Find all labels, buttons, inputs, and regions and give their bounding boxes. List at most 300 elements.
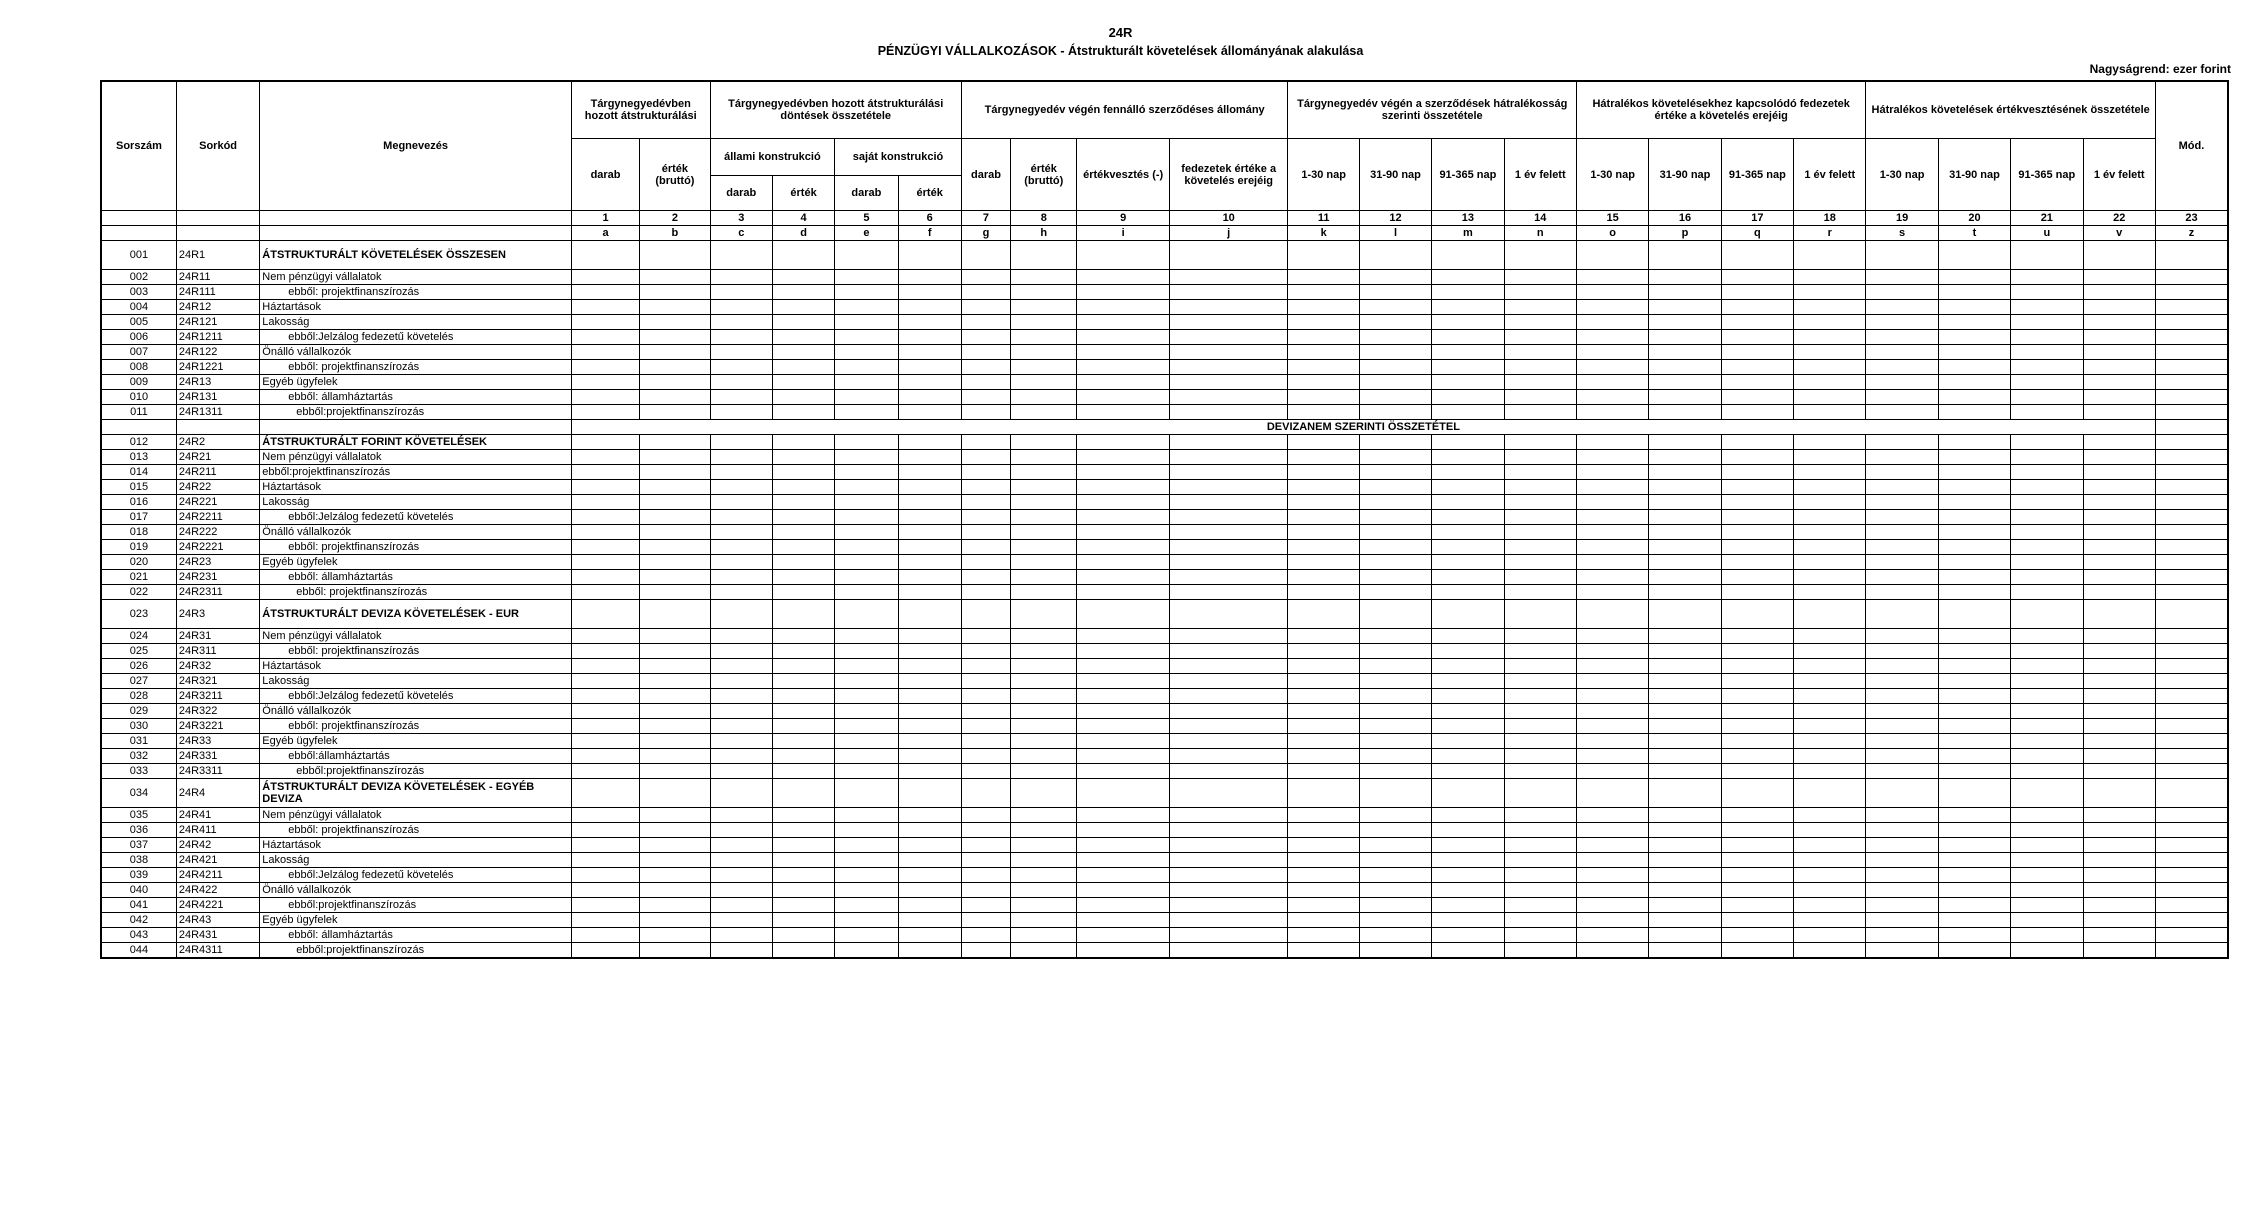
value-cell[interactable]: [835, 704, 898, 719]
value-cell[interactable]: [1576, 495, 1648, 510]
value-cell[interactable]: [710, 808, 772, 823]
value-cell[interactable]: [1649, 285, 1721, 300]
value-cell[interactable]: [1011, 555, 1077, 570]
value-cell[interactable]: [2083, 853, 2155, 868]
value-cell[interactable]: [1721, 241, 1793, 270]
value-cell[interactable]: [1077, 779, 1169, 808]
value-cell[interactable]: [1721, 270, 1793, 285]
value-cell[interactable]: [2083, 555, 2155, 570]
value-cell[interactable]: [1721, 629, 1793, 644]
value-cell[interactable]: [1721, 719, 1793, 734]
value-cell[interactable]: [1649, 913, 1721, 928]
value-cell[interactable]: [2083, 719, 2155, 734]
value-cell[interactable]: [2083, 315, 2155, 330]
value-cell[interactable]: [835, 241, 898, 270]
value-cell[interactable]: [1169, 360, 1288, 375]
value-cell[interactable]: [1169, 285, 1288, 300]
value-cell[interactable]: [1169, 315, 1288, 330]
value-cell[interactable]: [1794, 285, 1866, 300]
value-cell[interactable]: [2011, 480, 2083, 495]
value-cell[interactable]: [898, 540, 961, 555]
value-cell[interactable]: [2083, 674, 2155, 689]
value-cell[interactable]: [772, 823, 834, 838]
value-cell[interactable]: [571, 853, 639, 868]
value-cell[interactable]: [640, 510, 710, 525]
value-cell[interactable]: [1077, 674, 1169, 689]
value-cell[interactable]: [1649, 241, 1721, 270]
value-cell[interactable]: [1011, 689, 1077, 704]
value-cell[interactable]: [835, 674, 898, 689]
value-cell[interactable]: [961, 600, 1010, 629]
value-cell[interactable]: [710, 390, 772, 405]
value-cell[interactable]: [571, 704, 639, 719]
value-cell[interactable]: [1721, 450, 1793, 465]
value-cell[interactable]: [1938, 659, 2010, 674]
value-cell[interactable]: [1432, 853, 1504, 868]
value-cell[interactable]: [1794, 465, 1866, 480]
value-cell[interactable]: [1866, 913, 1938, 928]
value-cell[interactable]: [2083, 495, 2155, 510]
value-cell[interactable]: [1169, 465, 1288, 480]
value-cell[interactable]: [1011, 943, 1077, 959]
value-cell[interactable]: [835, 734, 898, 749]
value-cell[interactable]: [835, 375, 898, 390]
value-cell[interactable]: [835, 823, 898, 838]
value-cell[interactable]: [2083, 629, 2155, 644]
value-cell[interactable]: [1077, 375, 1169, 390]
value-cell[interactable]: [1866, 838, 1938, 853]
value-cell[interactable]: [1576, 868, 1648, 883]
value-cell[interactable]: [772, 749, 834, 764]
value-cell[interactable]: [2155, 315, 2228, 330]
value-cell[interactable]: [1011, 808, 1077, 823]
value-cell[interactable]: [640, 330, 710, 345]
value-cell[interactable]: [1938, 360, 2010, 375]
value-cell[interactable]: [1504, 300, 1576, 315]
value-cell[interactable]: [1794, 823, 1866, 838]
value-cell[interactable]: [571, 779, 639, 808]
value-cell[interactable]: [1938, 600, 2010, 629]
value-cell[interactable]: [898, 943, 961, 959]
value-cell[interactable]: [1504, 674, 1576, 689]
value-cell[interactable]: [772, 285, 834, 300]
value-cell[interactable]: [1169, 435, 1288, 450]
value-cell[interactable]: [1359, 749, 1431, 764]
value-cell[interactable]: [2011, 390, 2083, 405]
value-cell[interactable]: [898, 704, 961, 719]
value-cell[interactable]: [1077, 435, 1169, 450]
value-cell[interactable]: [772, 360, 834, 375]
value-cell[interactable]: [2011, 450, 2083, 465]
value-cell[interactable]: [1077, 629, 1169, 644]
value-cell[interactable]: [710, 868, 772, 883]
value-cell[interactable]: [961, 270, 1010, 285]
value-cell[interactable]: [571, 585, 639, 600]
value-cell[interactable]: [1938, 480, 2010, 495]
value-cell[interactable]: [1359, 629, 1431, 644]
value-cell[interactable]: [2083, 659, 2155, 674]
value-cell[interactable]: [835, 495, 898, 510]
value-cell[interactable]: [1794, 375, 1866, 390]
value-cell[interactable]: [640, 704, 710, 719]
value-cell[interactable]: [1794, 315, 1866, 330]
value-cell[interactable]: [1866, 241, 1938, 270]
value-cell[interactable]: [961, 838, 1010, 853]
value-cell[interactable]: [710, 898, 772, 913]
value-cell[interactable]: [1359, 450, 1431, 465]
value-cell[interactable]: [1288, 315, 1359, 330]
value-cell[interactable]: [1866, 883, 1938, 898]
value-cell[interactable]: [1576, 913, 1648, 928]
value-cell[interactable]: [1576, 435, 1648, 450]
value-cell[interactable]: [1169, 300, 1288, 315]
value-cell[interactable]: [835, 943, 898, 959]
value-cell[interactable]: [640, 749, 710, 764]
value-cell[interactable]: [2083, 360, 2155, 375]
value-cell[interactable]: [710, 704, 772, 719]
value-cell[interactable]: [1794, 241, 1866, 270]
value-cell[interactable]: [961, 704, 1010, 719]
value-cell[interactable]: [710, 525, 772, 540]
value-cell[interactable]: [1794, 555, 1866, 570]
value-cell[interactable]: [1794, 300, 1866, 315]
value-cell[interactable]: [710, 360, 772, 375]
value-cell[interactable]: [1169, 838, 1288, 853]
value-cell[interactable]: [772, 734, 834, 749]
value-cell[interactable]: [1359, 853, 1431, 868]
value-cell[interactable]: [1288, 853, 1359, 868]
value-cell[interactable]: [1011, 838, 1077, 853]
value-cell[interactable]: [961, 405, 1010, 420]
value-cell[interactable]: [835, 913, 898, 928]
value-cell[interactable]: [1077, 285, 1169, 300]
value-cell[interactable]: [1938, 270, 2010, 285]
value-cell[interactable]: [1432, 270, 1504, 285]
value-cell[interactable]: [1359, 659, 1431, 674]
value-cell[interactable]: [772, 808, 834, 823]
value-cell[interactable]: [835, 719, 898, 734]
value-cell[interactable]: [1359, 465, 1431, 480]
value-cell[interactable]: [1359, 704, 1431, 719]
value-cell[interactable]: [1504, 719, 1576, 734]
value-cell[interactable]: [1721, 928, 1793, 943]
value-cell[interactable]: [1288, 674, 1359, 689]
value-cell[interactable]: [1649, 659, 1721, 674]
value-cell[interactable]: [1938, 330, 2010, 345]
value-cell[interactable]: [571, 629, 639, 644]
value-cell[interactable]: [898, 883, 961, 898]
value-cell[interactable]: [1077, 525, 1169, 540]
value-cell[interactable]: [571, 764, 639, 779]
value-cell[interactable]: [710, 450, 772, 465]
value-cell[interactable]: [1866, 300, 1938, 315]
value-cell[interactable]: [710, 943, 772, 959]
value-cell[interactable]: [640, 883, 710, 898]
value-cell[interactable]: [1011, 285, 1077, 300]
value-cell[interactable]: [1432, 465, 1504, 480]
value-cell[interactable]: [1077, 943, 1169, 959]
value-cell[interactable]: [2011, 465, 2083, 480]
value-cell[interactable]: [772, 928, 834, 943]
value-cell[interactable]: [1169, 943, 1288, 959]
value-cell[interactable]: [1721, 300, 1793, 315]
value-cell[interactable]: [1011, 495, 1077, 510]
value-cell[interactable]: [1649, 928, 1721, 943]
value-cell[interactable]: [1359, 928, 1431, 943]
value-cell[interactable]: [1288, 555, 1359, 570]
value-cell[interactable]: [2011, 285, 2083, 300]
value-cell[interactable]: [1011, 823, 1077, 838]
value-cell[interactable]: [1649, 375, 1721, 390]
value-cell[interactable]: [1794, 540, 1866, 555]
value-cell[interactable]: [1576, 540, 1648, 555]
value-cell[interactable]: [898, 510, 961, 525]
value-cell[interactable]: [1288, 345, 1359, 360]
value-cell[interactable]: [1721, 808, 1793, 823]
value-cell[interactable]: [1169, 585, 1288, 600]
value-cell[interactable]: [2011, 495, 2083, 510]
value-cell[interactable]: [1576, 360, 1648, 375]
value-cell[interactable]: [1504, 659, 1576, 674]
value-cell[interactable]: [1866, 405, 1938, 420]
value-cell[interactable]: [772, 480, 834, 495]
value-cell[interactable]: [772, 375, 834, 390]
value-cell[interactable]: [1504, 345, 1576, 360]
value-cell[interactable]: [2011, 734, 2083, 749]
value-cell[interactable]: [1359, 868, 1431, 883]
value-cell[interactable]: [710, 913, 772, 928]
value-cell[interactable]: [1721, 868, 1793, 883]
value-cell[interactable]: [710, 853, 772, 868]
value-cell[interactable]: [710, 241, 772, 270]
value-cell[interactable]: [1504, 330, 1576, 345]
value-cell[interactable]: [1649, 644, 1721, 659]
value-cell[interactable]: [1432, 495, 1504, 510]
value-cell[interactable]: [1288, 450, 1359, 465]
value-cell[interactable]: [1077, 330, 1169, 345]
value-cell[interactable]: [898, 570, 961, 585]
value-cell[interactable]: [961, 659, 1010, 674]
value-cell[interactable]: [2011, 779, 2083, 808]
value-cell[interactable]: [1721, 943, 1793, 959]
value-cell[interactable]: [1288, 913, 1359, 928]
value-cell[interactable]: [835, 928, 898, 943]
value-cell[interactable]: [1649, 390, 1721, 405]
value-cell[interactable]: [772, 704, 834, 719]
value-cell[interactable]: [571, 270, 639, 285]
value-cell[interactable]: [1576, 838, 1648, 853]
value-cell[interactable]: [1011, 644, 1077, 659]
value-cell[interactable]: [1011, 883, 1077, 898]
value-cell[interactable]: [835, 465, 898, 480]
value-cell[interactable]: [1432, 868, 1504, 883]
value-cell[interactable]: [1504, 868, 1576, 883]
value-cell[interactable]: [1938, 300, 2010, 315]
value-cell[interactable]: [1504, 465, 1576, 480]
value-cell[interactable]: [961, 719, 1010, 734]
value-cell[interactable]: [1288, 734, 1359, 749]
value-cell[interactable]: [1794, 330, 1866, 345]
value-cell[interactable]: [1011, 585, 1077, 600]
value-cell[interactable]: [571, 390, 639, 405]
value-cell[interactable]: [835, 390, 898, 405]
value-cell[interactable]: [1938, 540, 2010, 555]
value-cell[interactable]: [1504, 315, 1576, 330]
value-cell[interactable]: [2011, 540, 2083, 555]
value-cell[interactable]: [1077, 734, 1169, 749]
value-cell[interactable]: [571, 943, 639, 959]
value-cell[interactable]: [961, 480, 1010, 495]
value-cell[interactable]: [1938, 555, 2010, 570]
value-cell[interactable]: [772, 629, 834, 644]
value-cell[interactable]: [898, 480, 961, 495]
value-cell[interactable]: [1077, 644, 1169, 659]
value-cell[interactable]: [640, 270, 710, 285]
value-cell[interactable]: [961, 555, 1010, 570]
value-cell[interactable]: [835, 629, 898, 644]
value-cell[interactable]: [1649, 853, 1721, 868]
value-cell[interactable]: [898, 450, 961, 465]
value-cell[interactable]: [961, 928, 1010, 943]
value-cell[interactable]: [2083, 913, 2155, 928]
value-cell[interactable]: [571, 689, 639, 704]
value-cell[interactable]: [1794, 704, 1866, 719]
value-cell[interactable]: [2011, 674, 2083, 689]
value-cell[interactable]: [1794, 853, 1866, 868]
value-cell[interactable]: [571, 330, 639, 345]
value-cell[interactable]: [772, 241, 834, 270]
value-cell[interactable]: [1077, 704, 1169, 719]
value-cell[interactable]: [1721, 480, 1793, 495]
value-cell[interactable]: [1504, 883, 1576, 898]
value-cell[interactable]: [1866, 510, 1938, 525]
value-cell[interactable]: [2083, 779, 2155, 808]
value-cell[interactable]: [2011, 853, 2083, 868]
value-cell[interactable]: [1794, 928, 1866, 943]
value-cell[interactable]: [1169, 749, 1288, 764]
value-cell[interactable]: [1504, 689, 1576, 704]
value-cell[interactable]: [1011, 853, 1077, 868]
value-cell[interactable]: [2083, 405, 2155, 420]
value-cell[interactable]: [640, 540, 710, 555]
value-cell[interactable]: [1866, 390, 1938, 405]
value-cell[interactable]: [1649, 808, 1721, 823]
value-cell[interactable]: [571, 345, 639, 360]
value-cell[interactable]: [2083, 241, 2155, 270]
value-cell[interactable]: [2155, 808, 2228, 823]
value-cell[interactable]: [640, 360, 710, 375]
value-cell[interactable]: [1721, 674, 1793, 689]
value-cell[interactable]: [1432, 450, 1504, 465]
value-cell[interactable]: [772, 659, 834, 674]
value-cell[interactable]: [2083, 375, 2155, 390]
value-cell[interactable]: [1649, 585, 1721, 600]
value-cell[interactable]: [1866, 345, 1938, 360]
value-cell[interactable]: [772, 330, 834, 345]
value-cell[interactable]: [1288, 808, 1359, 823]
value-cell[interactable]: [1576, 450, 1648, 465]
value-cell[interactable]: [1432, 704, 1504, 719]
value-cell[interactable]: [1866, 629, 1938, 644]
value-cell[interactable]: [640, 943, 710, 959]
value-cell[interactable]: [1432, 674, 1504, 689]
value-cell[interactable]: [2155, 853, 2228, 868]
value-cell[interactable]: [1359, 360, 1431, 375]
value-cell[interactable]: [1359, 808, 1431, 823]
value-cell[interactable]: [2011, 808, 2083, 823]
value-cell[interactable]: [571, 913, 639, 928]
value-cell[interactable]: [898, 719, 961, 734]
value-cell[interactable]: [1288, 570, 1359, 585]
value-cell[interactable]: [1576, 270, 1648, 285]
value-cell[interactable]: [1866, 734, 1938, 749]
value-cell[interactable]: [2155, 898, 2228, 913]
value-cell[interactable]: [1866, 360, 1938, 375]
value-cell[interactable]: [2011, 898, 2083, 913]
value-cell[interactable]: [1794, 270, 1866, 285]
value-cell[interactable]: [2155, 838, 2228, 853]
value-cell[interactable]: [1721, 540, 1793, 555]
value-cell[interactable]: [1721, 764, 1793, 779]
value-cell[interactable]: [640, 764, 710, 779]
value-cell[interactable]: [1011, 435, 1077, 450]
value-cell[interactable]: [961, 465, 1010, 480]
value-cell[interactable]: [1938, 375, 2010, 390]
value-cell[interactable]: [898, 764, 961, 779]
value-cell[interactable]: [710, 495, 772, 510]
value-cell[interactable]: [571, 838, 639, 853]
value-cell[interactable]: [1077, 764, 1169, 779]
value-cell[interactable]: [571, 435, 639, 450]
value-cell[interactable]: [1794, 495, 1866, 510]
value-cell[interactable]: [1866, 898, 1938, 913]
value-cell[interactable]: [1432, 764, 1504, 779]
value-cell[interactable]: [1288, 823, 1359, 838]
value-cell[interactable]: [2155, 823, 2228, 838]
value-cell[interactable]: [1432, 779, 1504, 808]
value-cell[interactable]: [772, 435, 834, 450]
value-cell[interactable]: [1432, 390, 1504, 405]
value-cell[interactable]: [1011, 345, 1077, 360]
value-cell[interactable]: [1721, 704, 1793, 719]
value-cell[interactable]: [772, 495, 834, 510]
value-cell[interactable]: [571, 360, 639, 375]
value-cell[interactable]: [1576, 510, 1648, 525]
value-cell[interactable]: [710, 659, 772, 674]
value-cell[interactable]: [2083, 450, 2155, 465]
value-cell[interactable]: [2011, 270, 2083, 285]
value-cell[interactable]: [1866, 495, 1938, 510]
value-cell[interactable]: [1794, 719, 1866, 734]
value-cell[interactable]: [772, 764, 834, 779]
value-cell[interactable]: [1866, 435, 1938, 450]
value-cell[interactable]: [1288, 600, 1359, 629]
value-cell[interactable]: [1866, 555, 1938, 570]
value-cell[interactable]: [772, 405, 834, 420]
value-cell[interactable]: [1938, 689, 2010, 704]
value-cell[interactable]: [1359, 525, 1431, 540]
value-cell[interactable]: [2083, 808, 2155, 823]
value-cell[interactable]: [2011, 525, 2083, 540]
value-cell[interactable]: [1576, 390, 1648, 405]
value-cell[interactable]: [571, 525, 639, 540]
value-cell[interactable]: [1504, 570, 1576, 585]
value-cell[interactable]: [2083, 540, 2155, 555]
value-cell[interactable]: [1866, 928, 1938, 943]
value-cell[interactable]: [1077, 405, 1169, 420]
value-cell[interactable]: [1649, 823, 1721, 838]
value-cell[interactable]: [1721, 600, 1793, 629]
